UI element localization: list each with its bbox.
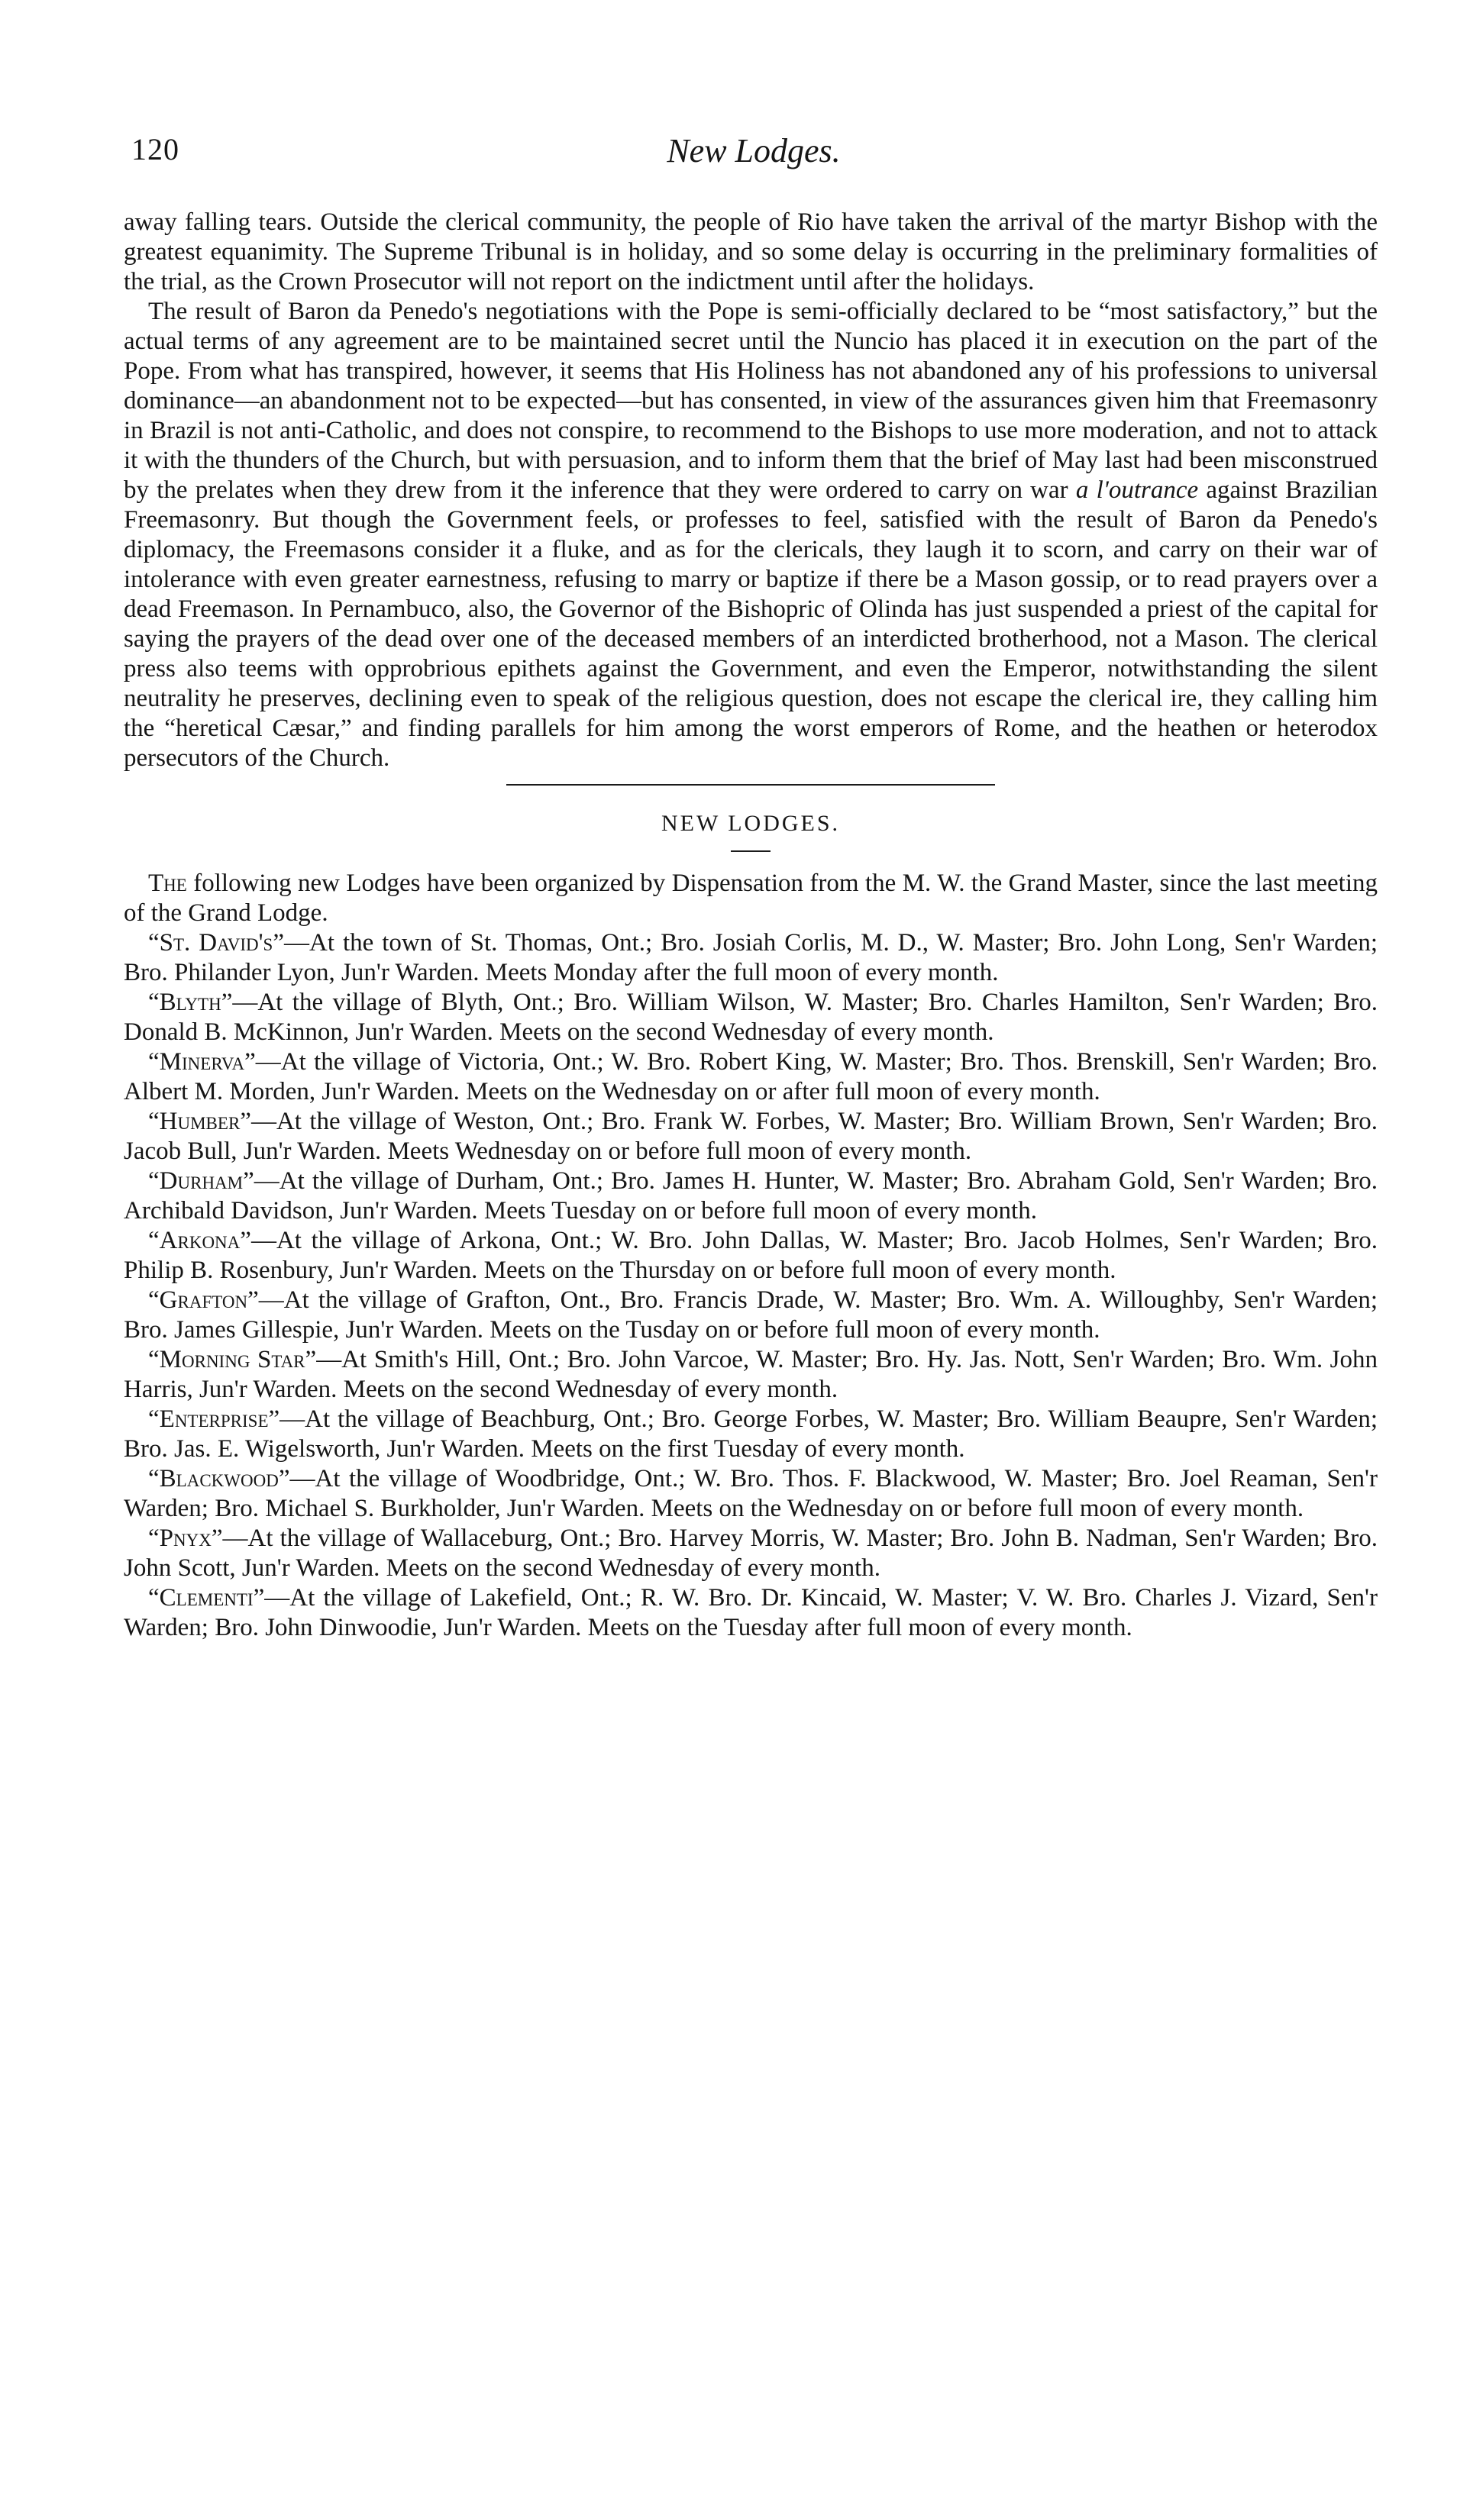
page-content bbox=[124, 208, 1378, 1643]
page-number: 120 bbox=[131, 132, 179, 166]
lodge-details: —At the town of St. Thomas, Ont.; Bro. Josiah Corlis, M. D., W. Master; Bro. John Long, Sen'r Warden; Bro. Philander Lyon, Jun'r Warden. Meets Monday after the full moon of every month. bbox=[124, 929, 1378, 986]
lodge-details: —At the village of Woodbridge, Ont.; W. Bro. Thos. F. Blackwood, W. Master; Bro. Joel Reaman, Sen'r Warden; Bro. Michael S. Burkholder, Jun'r Warden. Meets on the Wednesday on or before full moon of every month. bbox=[124, 1465, 1378, 1522]
running-title: New Lodges. bbox=[667, 132, 841, 169]
lodge-list bbox=[124, 928, 1378, 1643]
section-intro: The following new Lodges have been organized by Dispensation from the M. W. the Grand Master, since the last meeting of the Grand Lodge. bbox=[124, 870, 1378, 927]
lodge-name: Humber bbox=[159, 1108, 241, 1135]
lodge-entry: “Clementi”—At the village of Lakefield, Ont.; R. W. Bro. Dr. Kincaid, W. Master; V. W. Bro. Charles J. Vizard, Sen'r Warden; Bro. John Dinwoodie, Jun'r Warden. Meets on the Tuesday after full moon of every month. bbox=[124, 1584, 1378, 1641]
lodge-entry: “Morning Star”—At Smith's Hill, Ont.; Bro. John Varcoe, W. Master; Bro. Hy. Jas. Nott, Sen'r Warden; Bro. Wm. John Harris, Jun'r Warden. Meets on the second Wednesday of every month. bbox=[124, 1346, 1378, 1403]
lodge-name: Blackwood bbox=[159, 1465, 279, 1492]
lodge-name: Clementi bbox=[159, 1584, 254, 1612]
lodge-name: Minerva bbox=[159, 1048, 245, 1076]
lodge-details: —At the village of Arkona, Ont.; W. Bro. John Dallas, W. Master; Bro. Jacob Holmes, Sen'r Warden; Bro. Philip B. Rosenbury, Jun'r Warden. Meets on the Thursday on or before full moon of every month. bbox=[124, 1227, 1378, 1284]
lodge-name: St. David's bbox=[159, 929, 273, 957]
lodge-entry: “Blackwood”—At the village of Woodbridge, Ont.; W. Bro. Thos. F. Blackwood, W. Master; Bro. Joel Reaman, Sen'r Warden; Bro. Michael S. Burkholder, Jun'r Warden. Meets on the Wednesday on or before full moon of every month. bbox=[124, 1465, 1378, 1522]
section-divider bbox=[506, 784, 995, 786]
heading-rule bbox=[731, 850, 771, 852]
paragraph-penedo-negotiations: The result of Baron da Penedo's negotiations with the Pope is semi-officially declared to be “most satisfactory,” but the actual terms of any agreement are to be maintained secret until the Nuncio has placed it in execution on the part of the Pope. From what has transpired, however, it seems that His Holiness has not abandoned any of his professions to universal dominance—an abandonment not to be expected—but has consented, in view of the assurances given him that Freemasonry in Brazil is not anti-Catholic, and does not conspire, to recommend to the Bishops to use more moderation, and not to attack it with the thunders of the Church, but with persuasion, and to inform them that the brief of May last had been misconstrued by the prelates when they drew from it the inference that they were ordered to carry on war a l'outrance against Brazilian Freemasonry. But though the Government feels, or professes to feel, satisfied with the result of Baron da Penedo's diplomacy, the Freemasons consider it a fluke, and as for the clericals, they laugh it to scorn, and carry on their war of intolerance with even greater earnestness, refusing to marry or baptize if there be a Mason gossip, or to read prayers over a dead Freemason. In Pernambuco, also, the Governor of the Bishopric of Olinda has just suspended a priest of the capital for saying the prayers of the dead over one of the deceased members of an interdicted brotherhood, not a Mason. The clerical press also teems with opprobrious epithets against the Government, and even the Emperor, notwithstanding the silent neutrality he preserves, declining even to speak of the religious question, does not escape the clerical ire, they calling him the “heretical Cæsar,” and finding parallels for him among the worst emperors of Rome, and the heathen or heterodox persecutors of the Church. bbox=[124, 298, 1378, 772]
italic-phrase: a l'outrance bbox=[1075, 476, 1199, 504]
lodge-details: —At the village of Weston, Ont.; Bro. Frank W. Forbes, W. Master; Bro. William Brown, Sen'r Warden; Bro. Jacob Bull, Jun'r Warden. Meets Wednesday on or before full moon of every month. bbox=[124, 1108, 1378, 1165]
lodge-name: Morning Star bbox=[159, 1346, 305, 1373]
lodge-entry: “Enterprise”—At the village of Beachburg, Ont.; Bro. George Forbes, W. Master; Bro. William Beaupre, Sen'r Warden; Bro. Jas. E. Wigelsworth, Jun'r Warden. Meets on the first Tuesday of every month. bbox=[124, 1405, 1378, 1463]
lodge-name: Durham bbox=[159, 1167, 244, 1195]
page-header bbox=[131, 131, 1376, 177]
lodge-name: Grafton bbox=[159, 1286, 248, 1314]
lodge-details: —At Smith's Hill, Ont.; Bro. John Varcoe, W. Master; Bro. Hy. Jas. Nott, Sen'r Warden; Bro. Wm. John Harris, Jun'r Warden. Meets on the second Wednesday of every month. bbox=[124, 1346, 1378, 1403]
lodge-entry: “Minerva”—At the village of Victoria, Ont.; W. Bro. Robert King, W. Master; Bro. Thos. Brenskill, Sen'r Warden; Bro. Albert M. Morden, Jun'r Warden. Meets on the Wednesday on or after full moon of every month. bbox=[124, 1048, 1378, 1105]
paragraph-continued: away falling tears. Outside the clerical community, the people of Rio have taken the arrival of the martyr Bishop with the greatest equanimity. The Supreme Tribunal is in holiday, and so some delay is occurring in the preliminary formalities of the trial, as the Crown Prosecutor will not report on the indictment until after the holidays. bbox=[124, 208, 1378, 295]
lodge-details: —At the village of Victoria, Ont.; W. Bro. Robert King, W. Master; Bro. Thos. Brenskill, Sen'r Warden; Bro. Albert M. Morden, Jun'r Warden. Meets on the Wednesday on or after full moon of every month. bbox=[124, 1048, 1378, 1105]
lodge-name: Arkona bbox=[159, 1227, 241, 1254]
lodge-details: —At the village of Blyth, Ont.; Bro. William Wilson, W. Master; Bro. Charles Hamilton, Sen'r Warden; Bro. Donald B. McKinnon, Jun'r Warden. Meets on the second Wednesday of every month. bbox=[124, 989, 1378, 1046]
lodge-entry: “Durham”—At the village of Durham, Ont.; Bro. James H. Hunter, W. Master; Bro. Abraham Gold, Sen'r Warden; Bro. Archibald Davidson, Jun'r Warden. Meets Tuesday on or before full moon of every month. bbox=[124, 1167, 1378, 1225]
lodge-details: —At the village of Wallaceburg, Ont.; Bro. Harvey Morris, W. Master; Bro. John B. Nadman, Sen'r Warden; Bro. John Scott, Jun'r Warden. Meets on the second Wednesday of every month. bbox=[124, 1525, 1378, 1582]
lodge-entry: “St. David's”—At the town of St. Thomas, Ont.; Bro. Josiah Corlis, M. D., W. Master; Bro. John Long, Sen'r Warden; Bro. Philander Lyon, Jun'r Warden. Meets Monday after the full moon of every month. bbox=[124, 929, 1378, 986]
lodge-entry: “Pnyx”—At the village of Wallaceburg, Ont.; Bro. Harvey Morris, W. Master; Bro. John B. Nadman, Sen'r Warden; Bro. John Scott, Jun'r Warden. Meets on the second Wednesday of every month. bbox=[124, 1525, 1378, 1582]
lodge-name: Enterprise bbox=[159, 1405, 269, 1433]
lodge-entry: “Blyth”—At the village of Blyth, Ont.; Bro. William Wilson, W. Master; Bro. Charles Hamilton, Sen'r Warden; Bro. Donald B. McKinnon, Jun'r Warden. Meets on the second Wednesday of every month. bbox=[124, 989, 1378, 1046]
lodge-name: Pnyx bbox=[159, 1525, 212, 1552]
lodge-details: —At the village of Durham, Ont.; Bro. James H. Hunter, W. Master; Bro. Abraham Gold, Sen'r Warden; Bro. Archibald Davidson, Jun'r Warden. Meets Tuesday on or before full moon of every month. bbox=[124, 1167, 1378, 1225]
lodge-entry: “Arkona”—At the village of Arkona, Ont.; W. Bro. John Dallas, W. Master; Bro. Jacob Holmes, Sen'r Warden; Bro. Philip B. Rosenbury, Jun'r Warden. Meets on the Thursday on or before full moon of every month. bbox=[124, 1227, 1378, 1284]
lodge-details: —At the village of Beachburg, Ont.; Bro. George Forbes, W. Master; Bro. William Beaupre, Sen'r Warden; Bro. Jas. E. Wigelsworth, Jun'r Warden. Meets on the first Tuesday of every month. bbox=[124, 1405, 1378, 1463]
lodge-details: —At the village of Lakefield, Ont.; R. W. Bro. Dr. Kincaid, W. Master; V. W. Bro. Charles J. Vizard, Sen'r Warden; Bro. John Dinwoodie, Jun'r Warden. Meets on the Tuesday after full moon of every month. bbox=[124, 1584, 1378, 1641]
lodge-name: Blyth bbox=[159, 989, 221, 1016]
lodge-details: —At the village of Grafton, Ont., Bro. Francis Drade, W. Master; Bro. Wm. A. Willoughby, Sen'r Warden; Bro. James Gillespie, Jun'r Warden. Meets on the Tusday on or before full moon of every month. bbox=[124, 1286, 1378, 1344]
lodge-entry: “Humber”—At the village of Weston, Ont.; Bro. Frank W. Forbes, W. Master; Bro. William Brown, Sen'r Warden; Bro. Jacob Bull, Jun'r Warden. Meets Wednesday on or before full moon of every month. bbox=[124, 1108, 1378, 1165]
section-heading: NEW LODGES. bbox=[661, 811, 841, 836]
lodge-entry: “Grafton”—At the village of Grafton, Ont., Bro. Francis Drade, W. Master; Bro. Wm. A. Willoughby, Sen'r Warden; Bro. James Gillespie, Jun'r Warden. Meets on the Tusday on or before full moon of every month. bbox=[124, 1286, 1378, 1344]
